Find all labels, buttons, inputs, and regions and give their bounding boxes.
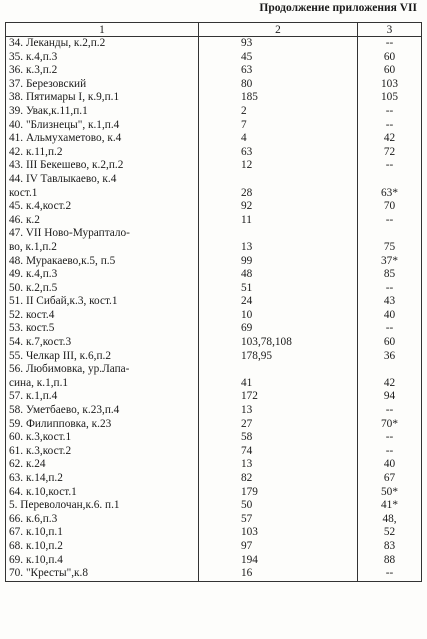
table-cell-col1: 39. Увак,к.11,п.1: [6, 105, 199, 119]
table-cell-col1: 52. кост.4: [6, 309, 199, 323]
table-row: [6, 486, 422, 500]
table-cell-col1: 46. к.2: [6, 214, 199, 228]
column-header-2: 2: [199, 23, 358, 37]
table-cell-col3: 42: [358, 132, 422, 146]
table-row: [6, 51, 422, 65]
table-row: [6, 458, 422, 472]
table-cell-col1: кост.1: [6, 187, 199, 201]
table-row: [6, 390, 422, 404]
table-cell-col1: 66. к.6,п.3: [6, 513, 199, 527]
table-cell-col3: 37*: [358, 255, 422, 269]
table-row: [6, 146, 422, 160]
table-cell-col3: 105: [358, 91, 422, 105]
table-cell-col2: 50: [199, 499, 358, 513]
table-cell-col3: --: [358, 119, 422, 133]
table-cell-col3: 85: [358, 268, 422, 282]
table-cell-col1: сина, к.1,п.1: [6, 377, 199, 391]
table-row: [6, 554, 422, 568]
table-row: [6, 255, 422, 269]
table-cell-col1: 59. Филипповка, к.23: [6, 418, 199, 432]
table-row: [6, 499, 422, 513]
table-row: [6, 336, 422, 350]
table-cell-col3: 83: [358, 540, 422, 554]
table-cell-col1: 40. "Близнецы", к.1,п.4: [6, 119, 199, 133]
table-cell-col1: 64. к.10,кост.1: [6, 486, 199, 500]
table-cell-col3: 60: [358, 336, 422, 350]
table-cell-col1: 54. к.7,кост.3: [6, 336, 199, 350]
table-cell-col3: 41*: [358, 499, 422, 513]
table-cell-col1: 36. к.3,п.2: [6, 64, 199, 78]
table-cell-col2: [199, 363, 358, 377]
table-cell-col2: 103: [199, 526, 358, 540]
table-header-row: [6, 23, 422, 37]
table-row: [6, 159, 422, 173]
table-cell-col3: 43: [358, 295, 422, 309]
table-cell-col2: [199, 227, 358, 241]
table-cell-col3: 52: [358, 526, 422, 540]
table-cell-col1: 45. к.4,кост.2: [6, 200, 199, 214]
table-cell-col2: 12: [199, 159, 358, 173]
table-cell-col2: 92: [199, 200, 358, 214]
table-cell-col2: 69: [199, 322, 358, 336]
table-cell-col3: 88: [358, 554, 422, 568]
table-row: [6, 377, 422, 391]
table-cell-col2: 63: [199, 64, 358, 78]
table-body: [6, 37, 422, 582]
table-cell-col2: 178,95: [199, 350, 358, 364]
table-cell-col1: 68. к.10,п.2: [6, 540, 199, 554]
table-cell-col1: 5. Переволочан,к.6. п.1: [6, 499, 199, 513]
table-row: [6, 173, 422, 187]
table-cell-col2: 99: [199, 255, 358, 269]
table-cell-col1: 34. Леканды, к.2,п.2: [6, 37, 199, 51]
table-row: [6, 105, 422, 119]
table-row: [6, 567, 422, 581]
table-cell-col3: --: [358, 445, 422, 459]
table-cell-col3: 42: [358, 377, 422, 391]
table-row: [6, 418, 422, 432]
table-row: [6, 513, 422, 527]
table-cell-col2: 57: [199, 513, 358, 527]
table-cell-col2: 185: [199, 91, 358, 105]
table-row: [6, 445, 422, 459]
table-cell-col3: 103: [358, 78, 422, 92]
table-cell-col3: [358, 173, 422, 187]
table-cell-col3: --: [358, 105, 422, 119]
table-cell-col3: 60: [358, 51, 422, 65]
column-header-1: 1: [6, 23, 199, 37]
column-header-3: 3: [358, 23, 422, 37]
table-cell-col2: 80: [199, 78, 358, 92]
table-cell-col2: 4: [199, 132, 358, 146]
table-cell-col1: 55. Челкар III, к.6,п.2: [6, 350, 199, 364]
table-row: [6, 404, 422, 418]
table-cell-col1: 62. к.24: [6, 458, 199, 472]
table-cell-col2: 82: [199, 472, 358, 486]
table-cell-col2: 13: [199, 458, 358, 472]
table-cell-col3: 40: [358, 309, 422, 323]
table-cell-col1: 51. II Сибай,к.3, кост.1: [6, 295, 199, 309]
table-cell-col3: [358, 227, 422, 241]
table-cell-col3: 63*: [358, 187, 422, 201]
table-cell-col2: 194: [199, 554, 358, 568]
table-cell-col3: 70: [358, 200, 422, 214]
table-row: [6, 78, 422, 92]
table-cell-col1: 41. Альмухаметово, к.4: [6, 132, 199, 146]
table-cell-col3: --: [358, 282, 422, 296]
table-cell-col2: 74: [199, 445, 358, 459]
table-cell-col1: во, к.1,п.2: [6, 241, 199, 255]
table-cell-col2: 63: [199, 146, 358, 160]
table-cell-col1: 70. "Кресты",к.8: [6, 567, 199, 581]
table-cell-col1: 60. к.3,кост.1: [6, 431, 199, 445]
table-cell-col1: 44. IV Тавлыкаево, к.4: [6, 173, 199, 187]
table-cell-col3: --: [358, 37, 422, 51]
table-cell-col3: 40: [358, 458, 422, 472]
table-row: [6, 526, 422, 540]
table-cell-col3: 75: [358, 241, 422, 255]
table-cell-col2: 27: [199, 418, 358, 432]
table-row: [6, 268, 422, 282]
table-cell-col1: 37. Березовский: [6, 78, 199, 92]
table-cell-col1: 58. Уметбаево, к.23,п.4: [6, 404, 199, 418]
table-cell-col2: [199, 173, 358, 187]
table-row: [6, 540, 422, 554]
table-cell-col3: --: [358, 404, 422, 418]
table-cell-col3: --: [358, 431, 422, 445]
table-row: [6, 472, 422, 486]
table-cell-col1: 69. к.10,п.4: [6, 554, 199, 568]
table-row: [6, 187, 422, 201]
table-cell-col3: --: [358, 567, 422, 581]
table-cell-col1: 47. VII Ново-Мурапталo-: [6, 227, 199, 241]
table-cell-col2: 11: [199, 214, 358, 228]
table-row: [6, 37, 422, 51]
table-cell-col3: --: [358, 214, 422, 228]
table-cell-col2: 103,78,108: [199, 336, 358, 350]
table-cell-col1: 56. Любимовка, ур.Лапа-: [6, 363, 199, 377]
table-cell-col1: 48. Муракаево,к.5, п.5: [6, 255, 199, 269]
table-row: [6, 64, 422, 78]
table-cell-col2: 7: [199, 119, 358, 133]
table-cell-col2: 24: [199, 295, 358, 309]
table-row: [6, 91, 422, 105]
table-cell-col2: 45: [199, 51, 358, 65]
table-cell-col3: [358, 363, 422, 377]
table-cell-col2: 2: [199, 105, 358, 119]
table-cell-col1: 50. к.2,п.5: [6, 282, 199, 296]
table-row: [6, 119, 422, 133]
data-table: [5, 22, 422, 582]
table-cell-col2: 10: [199, 309, 358, 323]
table-cell-col3: 67: [358, 472, 422, 486]
table-cell-col1: 49. к.4,п.3: [6, 268, 199, 282]
table-row: [6, 282, 422, 296]
table-row: [6, 132, 422, 146]
table-cell-col1: 57. к.1,п.4: [6, 390, 199, 404]
table-row: [6, 227, 422, 241]
table-cell-col2: 13: [199, 404, 358, 418]
table-cell-col1: 43. III Бекешево, к.2,п.2: [6, 159, 199, 173]
table-cell-col2: 28: [199, 187, 358, 201]
table-cell-col1: 61. к.3,кост.2: [6, 445, 199, 459]
table-cell-col2: 41: [199, 377, 358, 391]
table-cell-col2: 93: [199, 37, 358, 51]
table-row: [6, 431, 422, 445]
table-cell-col3: 94: [358, 390, 422, 404]
table-cell-col2: 172: [199, 390, 358, 404]
table-cell-col2: 51: [199, 282, 358, 296]
table-row: [6, 295, 422, 309]
table-row: [6, 322, 422, 336]
table-cell-col3: 70*: [358, 418, 422, 432]
table-cell-col3: 72: [358, 146, 422, 160]
table-row: [6, 350, 422, 364]
table-row: [6, 241, 422, 255]
table-cell-col1: 53. кост.5: [6, 322, 199, 336]
table-cell-col3: --: [358, 159, 422, 173]
table-cell-col1: 38. Пятимары I, к.9,п.1: [6, 91, 199, 105]
table-row: [6, 200, 422, 214]
table-cell-col2: 16: [199, 567, 358, 581]
table-cell-col1: 35. к.4,п.3: [6, 51, 199, 65]
table-cell-col3: 60: [358, 64, 422, 78]
table-cell-col1: 42. к.11,п.2: [6, 146, 199, 160]
table-cell-col1: 63. к.14,п.2: [6, 472, 199, 486]
table-cell-col2: 97: [199, 540, 358, 554]
table-cell-col3: 48,: [358, 513, 422, 527]
table-cell-col3: 50*: [358, 486, 422, 500]
table-cell-col2: 58: [199, 431, 358, 445]
table-cell-col2: 48: [199, 268, 358, 282]
table-cell-col3: 36: [358, 350, 422, 364]
table-row: [6, 309, 422, 323]
table-row: [6, 214, 422, 228]
table-cell-col2: 13: [199, 241, 358, 255]
table-cell-col1: 67. к.10,п.1: [6, 526, 199, 540]
page-heading: Продолжение приложения VII: [259, 2, 417, 14]
table-cell-col2: 179: [199, 486, 358, 500]
table-row: [6, 363, 422, 377]
table-cell-col3: --: [358, 322, 422, 336]
